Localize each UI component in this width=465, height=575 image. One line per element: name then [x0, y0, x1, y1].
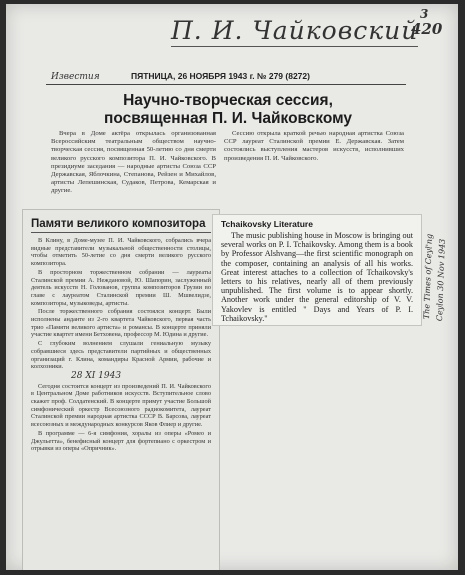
article-column-2 [224, 130, 404, 163]
handwritten-title: П. И. Чайковский [171, 16, 419, 45]
archive-sheet [6, 4, 458, 570]
article-column-2-text: Сессию открыла краткой речью народная артистка Союза ССР лауреат Сталинской премии Е. Державская. Затем состоялись выступления мастеров искусств, исполнивших произведения П. И. Чайковского. [224, 130, 404, 162]
handwritten-side-note: Ceylon 30 Nov 1943 [435, 238, 447, 322]
clip1-paragraph: С глубоким волнением слушали гениальную музыку собравшиеся здесь представители партийных и общественных организаций г. Клина, командиры Красной Армии, рабочие и колхозники. [31, 340, 211, 371]
header-rule [46, 84, 406, 85]
handwritten-clip-date: 28 XI 1943 [71, 370, 122, 381]
article-column-1 [51, 130, 216, 196]
handwritten-side-notes [418, 217, 458, 327]
article-headline: Научно-творческая сессия, посвященная П. И. Чайковскому [103, 92, 353, 127]
clipping-russian [22, 209, 220, 570]
clipping-russian-heading: Памяти великого композитора [31, 218, 211, 233]
clipping-english-heading: Tchaikovsky Literature [221, 219, 313, 229]
clip1-paragraph: В программе — 6-я симфония, хоралы из оперы «Ромео и Джульетта», бенефисный концерт для фортепиано с оркестром и отрывки из оперы «Опричник». [31, 429, 211, 453]
handwritten-number: 420 [411, 20, 443, 38]
clipping-russian-body [31, 237, 211, 453]
clip1-paragraph: В Клину, в Доме-музее П. И. Чайковского, собрались вчера видные представители музыкальной общественности столицы, чтобы отметить 50-летие со дня смерти великого русского композитора. [31, 237, 211, 268]
clip1-paragraph: После торжественного собрания состоялся концерт. Были исполнены андантe из 2-го квартета Чайковского, первая часть трио «Памяти великого артиста» и романсы. В концерте приняли участие квартет имени Бетховена, профессор М. Юдина и другие. [31, 308, 211, 339]
clipping-english [212, 214, 422, 326]
handwritten-small-number: 3 [420, 7, 429, 21]
handwritten-side-note: The Times of Ceyl'ng [422, 233, 434, 320]
clip1-paragraph: Сегодня состоится концерт из произведений П. И. Чайковского в Центральном Доме работников искусств. Вступительное слово скажет проф. Солдатенский. В концерте примут участие Большой симфонический оркестр Всесоюзного радиокомитета, лауреат Сталинской премии народная артистка СССР В. Барсова, лауреат всесоюзных и международных конкурсов Яков Флиер и другие. [31, 382, 211, 429]
newspaper-dateline: ПЯТНИЦА, 26 НОЯБРЯ 1943 г. № 279 (8272) [131, 71, 310, 81]
article-column-1-text: Вчера в Доме актёра открылась организованная Всероссийским театральным обществом научно-творческая сессия, посвященная 50-летию со дня смерти великого русского композитора П. И. Чайковского. В президиуме заседания — народные артисты Союза ССР Державская, Яблочкина, Степанова, Рейзен и Михайлов, артисты Лепешинская, Судаков, Петрова, Кемарская и другие. [51, 130, 216, 195]
clipping-english-body: The music publishing house in Moscow is bringing out several works on P. I. Tchaikovsky. Among them is a book by Professor Alshvang—the first scientific monograph on the composer, containing an analysis of all his works. Great interest attaches to a collection of Tchaikovsky's letters to his relatives, nearly all of them previously unpublished. The first volume is to appear shortly. Another work under the general editorship of V. V. Yakovlev is entitled " Days and Years of P. I. Tchaikovsky." [221, 231, 413, 323]
clip1-paragraph: В просторном торжественном собрании — лауреаты Сталинской премии А. Неждановой, Ю. Шапорин, заслуженный деятель искусств Н. Голованов, группа композиторов Грузии во главе с лауреатом Сталинской премии Ш. Мшвелидзе, композиторы, музыковеды, артисты. [31, 268, 211, 307]
handwritten-source: Известия [51, 72, 100, 82]
